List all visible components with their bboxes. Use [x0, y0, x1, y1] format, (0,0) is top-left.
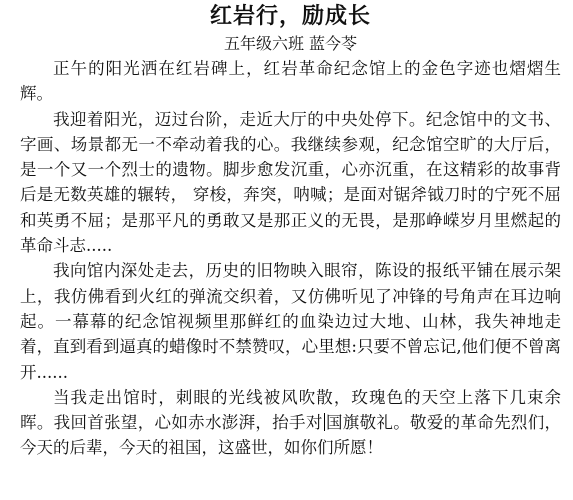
author-byline: 五年级六班 蓝今苓: [223, 34, 358, 53]
paragraph-4-head: 当我走出馆时，刺眼的光线被风吹散，玫瑰色的天空上落下几束余晖。我回首张望，心如赤水澎湃，抬手对: [20, 387, 561, 433]
paragraph-1: 正午的阳光洒在红岩碑上，红岩革命纪念馆上的金色字迹也熠熠生辉。: [20, 59, 561, 104]
paragraph-4-tail: 国旗敬礼。敬爱的革命先烈们，今天的后辈，今天的祖国，这盛世，如你们所愿！: [20, 413, 561, 458]
essay-title: 红岩行，励成长: [209, 3, 371, 29]
paragraph-2: 我迎着阳光，迈过台阶，走近大厅的中央处停下。纪念馆中的文书、字画、场景都无一不牵动着我的心。我继续参观，纪念馆空旷的大厅后，是一个又一个烈士的遗物。脚步愈发沉重，心亦沉重，在这精彩的故事背后是无数英雄的辗转， 穿梭，奔突，呐喊；是面对锯斧钺刀时的宁死不屈和英勇不屈；是那平凡的勇敢又是那正义的无畏，是那峥嵘岁月里燃起的革命斗志.....: [20, 109, 561, 256]
text-cursor: [324, 413, 325, 431]
paragraph-4[interactable]: [20, 385, 561, 461]
paragraph-3: 我向馆内深处走去，历史的旧物映入眼帘，陈设的报纸平铺在展示架上，我仿佛看到火红的弹流交织着，又仿佛听见了冲锋的号角声在耳边响起。一幕幕的纪念馆视频里那鲜红的血染边过大地、山林，我失神地走着，直到看到逼真的蜡像时不禁赞叹，心里想:只要不曾忘记,他们便不曾离开......: [20, 261, 561, 382]
